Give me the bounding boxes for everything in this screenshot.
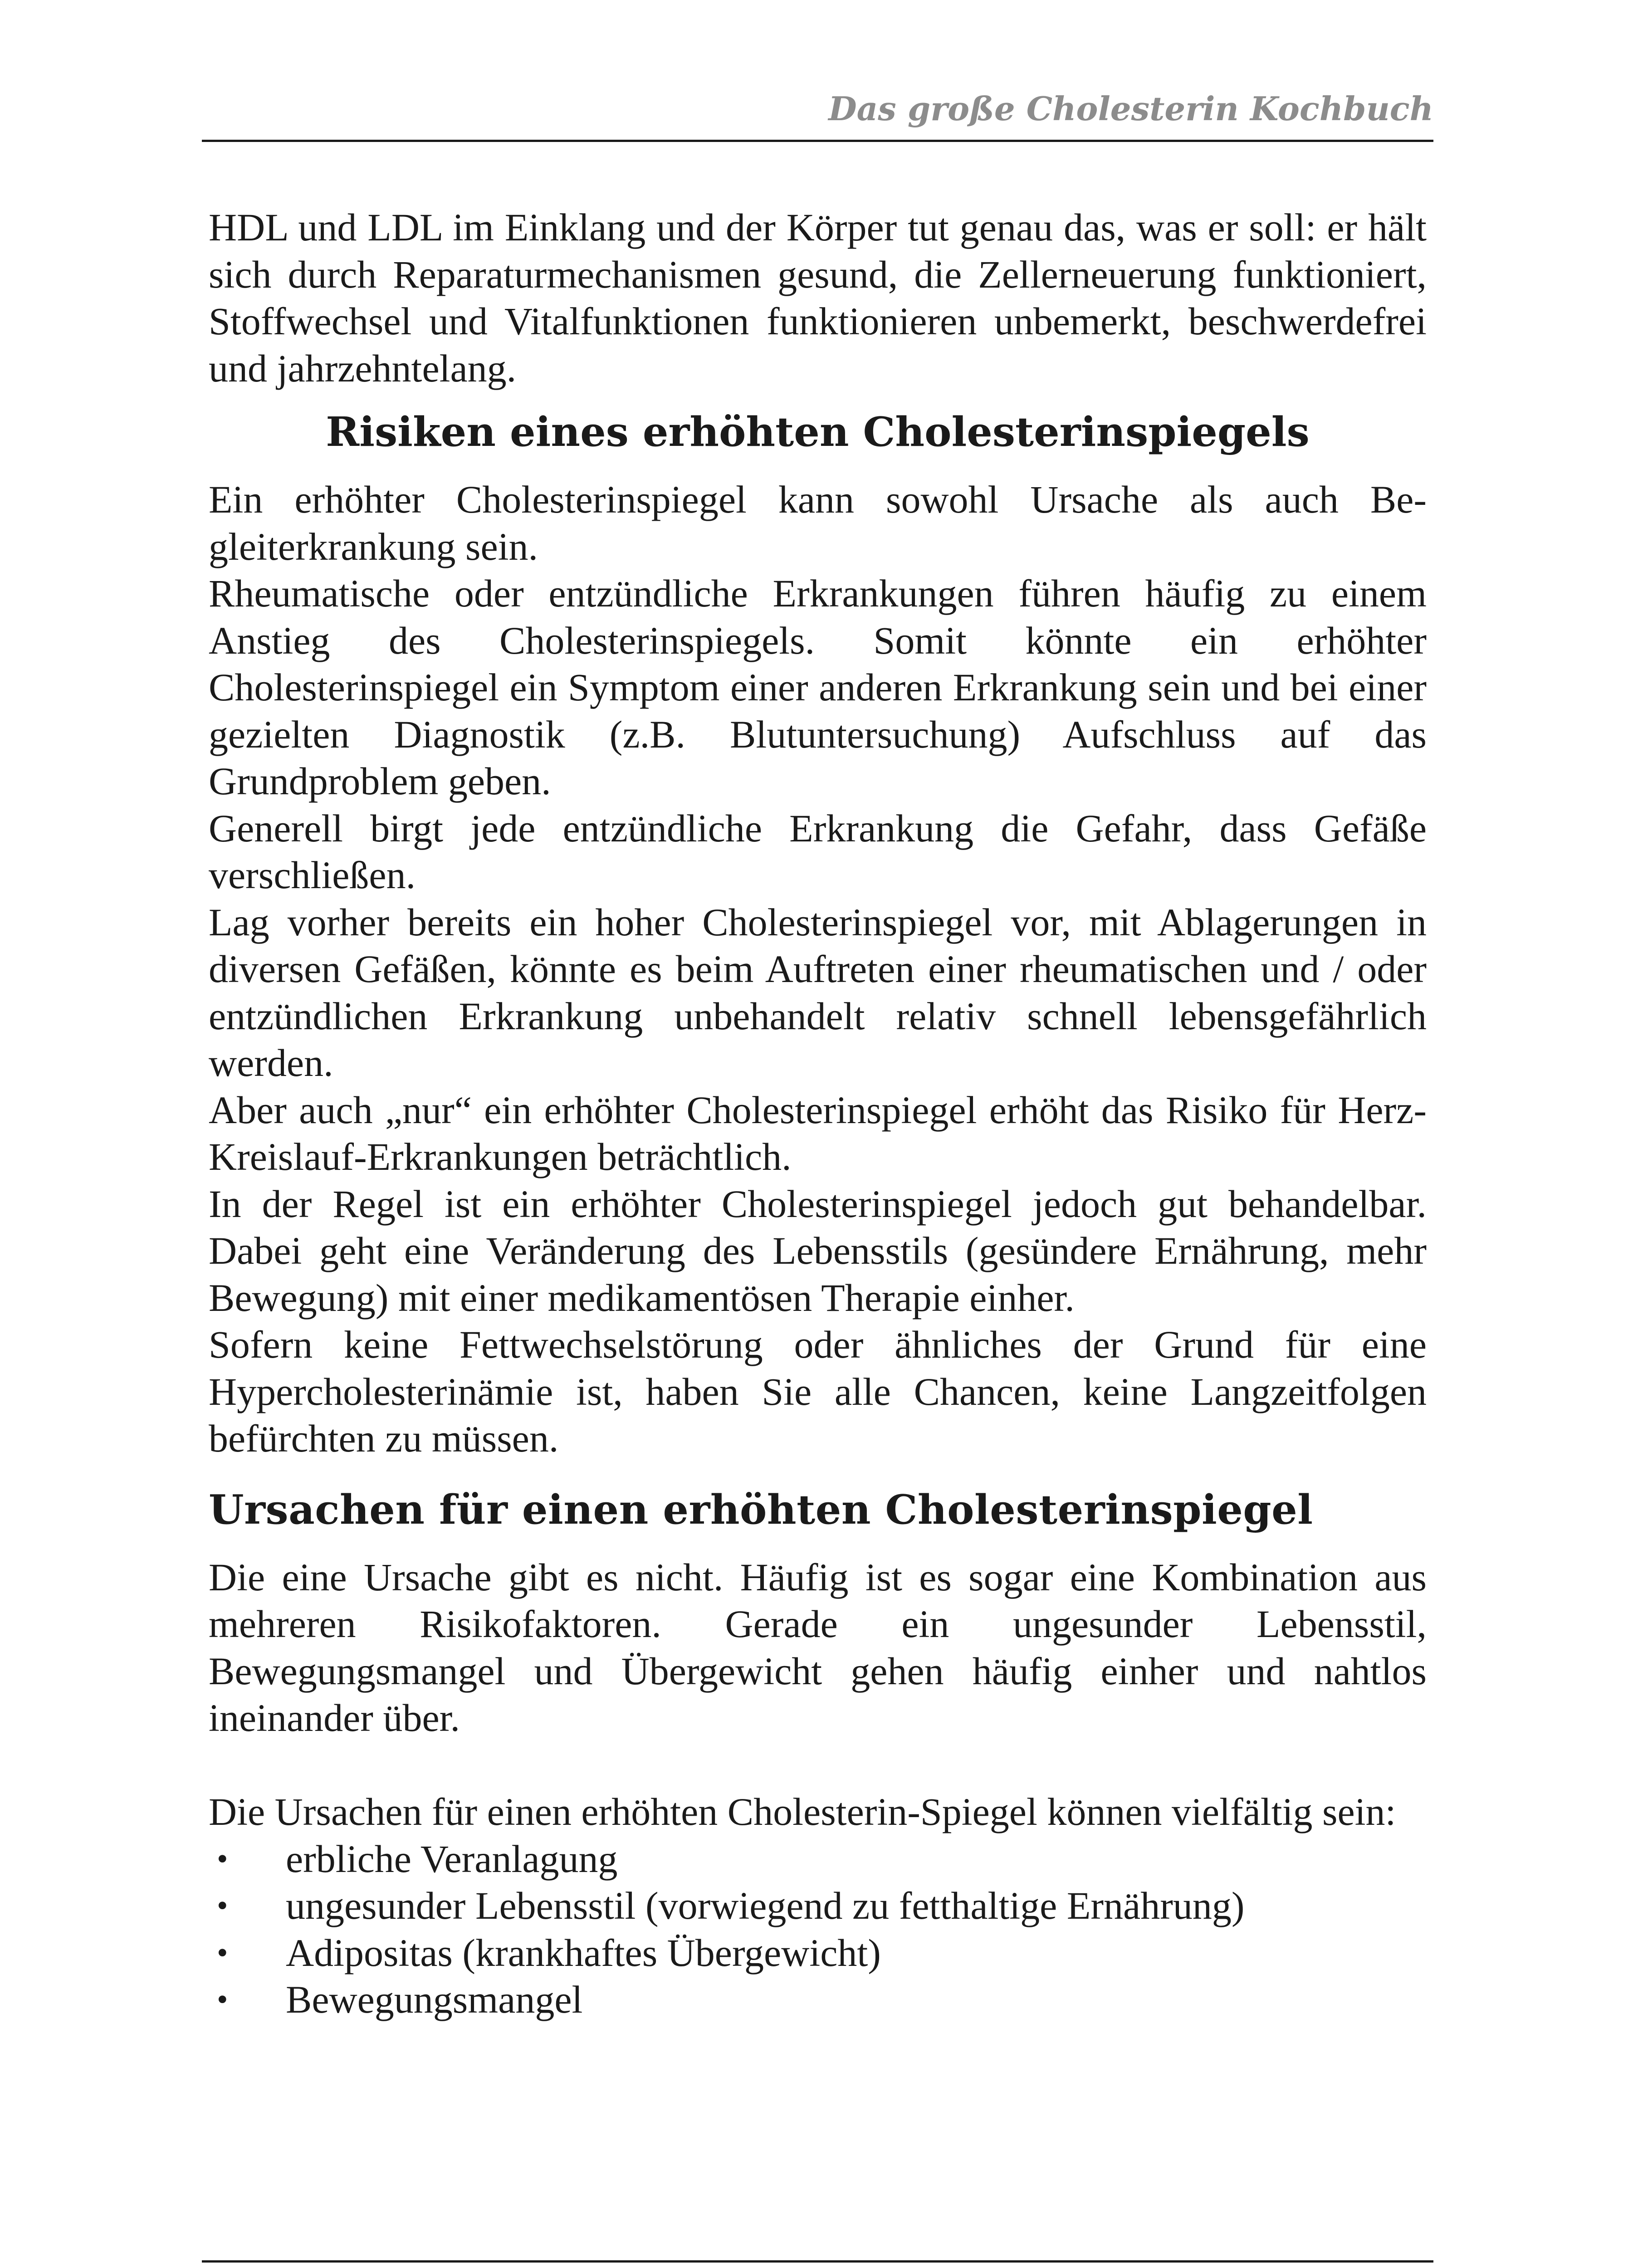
list-item-text: erbliche Veranlagung [286, 1837, 618, 1881]
intro-paragraph: HDL und LDL im Einklang und der Körper tut genau das, was er soll: er hält sich durch Reparaturmechanismen gesund, die Zellerneuerung funktioniert, Stoffwechsel und Vitalfunktionen funktionieren unbemerkt, beschwerdefrei und jahrzehntelang. [209, 205, 1427, 390]
bullet-icon: • [217, 1982, 228, 2017]
section-heading-risks: Risiken eines erhöhten Cholesterinspiegels [326, 408, 1310, 455]
footer-rule [202, 2260, 1433, 2263]
list-item [209, 1976, 1427, 2024]
risks-paragraph-7: Sofern keine Fettwechselstörung oder ähnliches der Grund für eine Hypercholesterinämie ist, haben Sie alle Chancen, keine Langzeitfolgen befürchten zu müssen. [209, 1323, 1427, 1460]
risks-paragraph-3: Generell birgt jede entzündliche Erkrankung die Gefahr, dass Gefäße verschließen. [209, 806, 1427, 897]
page-body [209, 204, 1427, 2024]
list-item-text: Bewegungsmangel [286, 1978, 583, 2021]
causes-bullet-list [209, 1836, 1427, 2024]
running-header-title: Das große Cholesterin Kochbuch [828, 89, 1433, 128]
risks-paragraph-4: Lag vorher bereits ein hoher Cholesterinspiegel vor, mit Ablagerungen in diversen Gefäßen, könnte es beim Auftreten einer rheumatischen und / oder entzündlichen Erkrankung unbehandelt relativ schnell lebensgefährlich werden. [209, 900, 1427, 1085]
list-item [209, 1836, 1427, 1883]
risks-paragraph-5: Aber auch „nur“ ein erhöhter Cholesterinspiegel erhöht das Risiko für Herz-Kreislauf-Erkrankungen beträchtlich. [209, 1088, 1427, 1178]
risks-paragraph-6: In der Regel ist ein erhöhter Cholesterinspiegel jedoch gut behandelbar. Dabei geht eine Veränderung des Lebensstils (gesündere Ernährung, mehr Bewegung) mit einer medikamentösen Therapie einher. [209, 1182, 1427, 1320]
list-item-text: ungesunder Lebensstil (vorwiegend zu fetthaltige Ernährung) [286, 1884, 1245, 1927]
causes-paragraph-2: Die Ursachen für einen erhöhten Cholesterin-Spiegel können vielfältig sein: [209, 1790, 1396, 1833]
causes-paragraph-1: Die eine Ursache gibt es nicht. Häufig ist es sogar eine Kombination aus mehreren Risikofaktoren. Gerade ein ungesunder Lebensstil, Bewegungsmangel und Übergewicht gehen häufig einher und nahtlos ineinander über. [209, 1555, 1427, 1740]
list-item-text: Adipositas (krankhaftes Übergewicht) [286, 1931, 881, 1975]
header-rule [202, 140, 1433, 142]
list-item [209, 1930, 1427, 1977]
bullet-icon: • [217, 1888, 228, 1923]
risks-paragraph-2: Rheumatische oder entzündliche Erkrankungen führen häufig zu einem Anstieg des Cholesterinspiegels. Somit könnte ein erhöhter Cholesterinspiegel ein Symptom einer anderen Erkrankung sein und bei einer gezielten Diagnostik (z.B. Blutuntersuchung) Aufschluss auf das Grundproblem geben. [209, 572, 1427, 803]
risks-paragraph-1: Ein erhöhter Cholesterinspiegel kann sowohl Ursache als auch Begleiterkrankung sein. [209, 478, 1427, 568]
bullet-icon: • [217, 1935, 228, 1970]
list-item [209, 1882, 1427, 1930]
section-heading-causes: Ursachen für einen erhöhten Cholesterinspiegel [209, 1485, 1313, 1533]
bullet-icon: • [217, 1841, 228, 1877]
